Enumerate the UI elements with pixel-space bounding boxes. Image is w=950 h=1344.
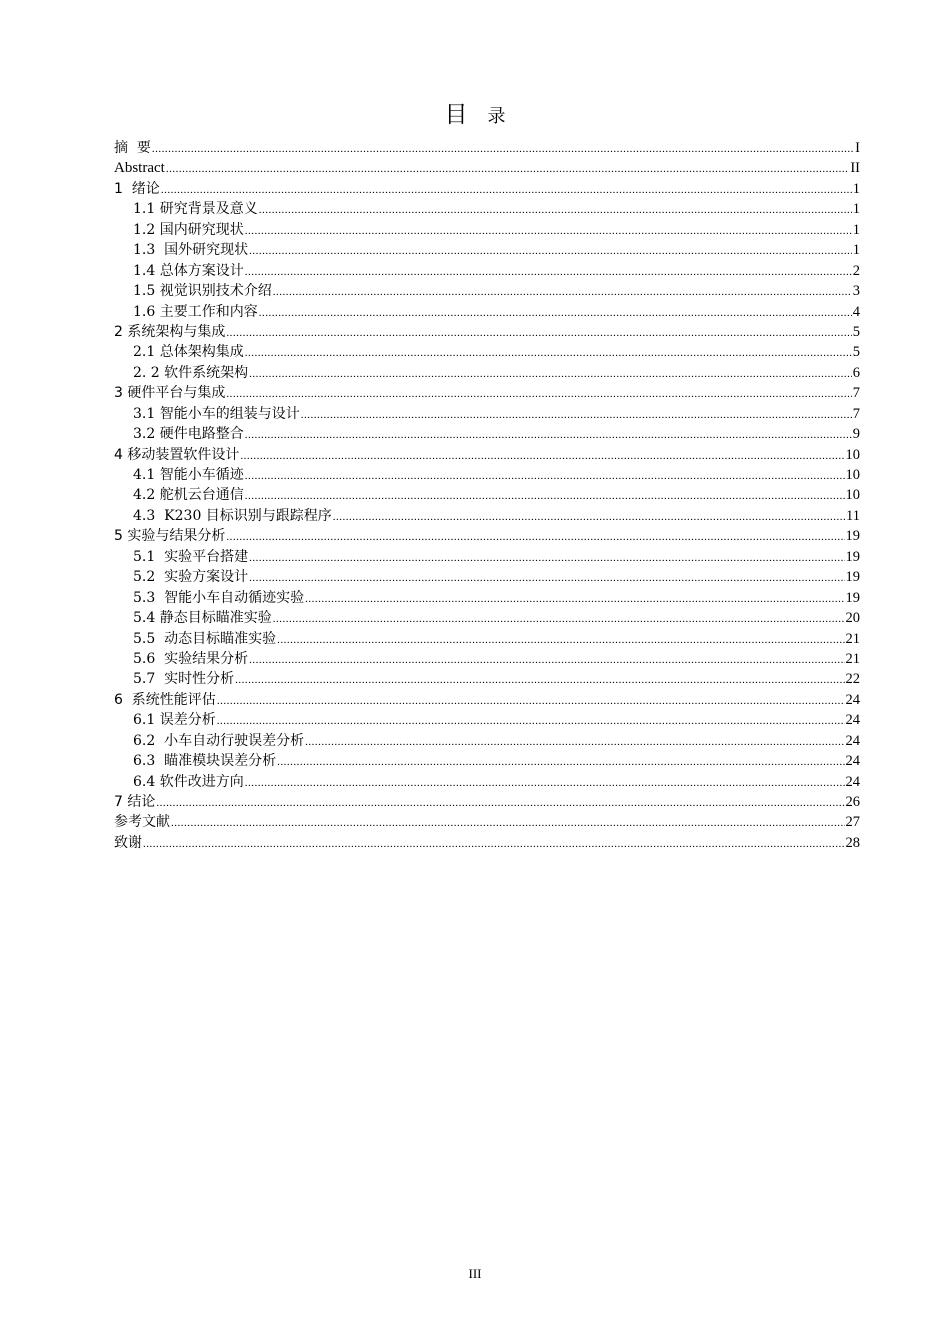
toc-entry-label: 4.1 智能小车循迹 [133,467,244,483]
toc-entry-label: 4.3 K230 目标识别与跟踪程序 [133,507,332,524]
toc-entry-page: 3 [852,283,860,300]
toc-entry[interactable] [114,424,860,444]
toc-entry[interactable] [114,445,860,465]
toc-entry-page: 9 [852,426,860,443]
toc-entry-label: 1.1 研究背景及意义 [133,201,258,218]
toc-leader-dots [245,221,852,240]
toc-entry-label: 5.1 实验平台搭建 [133,548,249,565]
toc-entry-page: 11 [846,507,860,524]
toc-entry[interactable] [114,179,860,199]
toc-entry-label: 5.6 实验结果分析 [133,650,249,667]
toc-entry-label: 5.7 实时性分析 [133,671,235,688]
toc-entry-label: 6.2 小车自动行驶误差分析 [133,732,305,749]
toc-entry-label: 4 移动装置软件设计 [114,446,240,463]
toc-entry-label: 3 硬件平台与集成 [114,385,226,402]
toc-leader-dots [249,650,844,669]
table-of-contents [114,138,860,853]
toc-title-char-1: 目 [444,102,468,128]
toc-entry-page: 20 [845,610,860,627]
toc-entry-label: Abstract [114,160,165,177]
toc-entry-label: 1 绪论 [114,180,160,197]
toc-leader-dots [305,589,844,608]
toc-leader-dots [273,282,852,301]
toc-entry[interactable] [114,322,860,342]
toc-entry-label: 5.5 动态目标瞄准实验 [133,630,277,647]
toc-entry[interactable] [114,547,860,567]
page-number: III [468,1266,482,1281]
toc-entry-label: 6.1 误差分析 [133,712,216,729]
toc-entry[interactable] [114,138,860,158]
toc-entry-page: 21 [845,630,860,647]
toc-entry-label: 致谢 [114,834,142,851]
toc-entry[interactable] [114,220,860,240]
toc-leader-dots [245,425,852,444]
toc-entry-label: 3.2 硬件电路整合 [133,426,244,443]
toc-leader-dots [226,527,844,546]
toc-entry-page: 1 [852,221,860,238]
toc-leader-dots [217,711,845,730]
toc-entry-page: 24 [845,691,860,708]
toc-leader-dots [245,773,845,792]
toc-entry-page: 6 [852,364,860,381]
toc-leader-dots [152,139,854,158]
toc-leader-dots [217,691,845,710]
toc-entry[interactable] [114,608,860,628]
toc-entry-page: 24 [845,712,860,729]
toc-entry[interactable] [114,669,860,689]
toc-entry[interactable] [114,649,860,669]
toc-leader-dots [235,670,844,689]
toc-title-char-2: 录 [487,106,506,127]
toc-leader-dots [259,200,852,219]
toc-entry[interactable] [114,567,860,587]
toc-leader-dots [166,159,850,178]
toc-entry-page: 22 [845,671,860,688]
toc-entry[interactable] [114,158,860,178]
toc-entry-page: 21 [845,650,860,667]
toc-entry-page: 19 [845,528,860,545]
toc-entry-page: 27 [845,814,860,831]
toc-entry-page: 5 [852,323,860,340]
toc-entry[interactable] [114,342,860,362]
toc-entry-label: 6.3 瞄准模块误差分析 [133,753,277,770]
toc-entry-page: I [855,140,860,156]
toc-leader-dots [249,548,844,567]
toc-entry-page: 1 [852,180,860,197]
toc-leader-dots [273,609,845,628]
toc-entry[interactable] [114,506,860,526]
toc-entry-label: 5.2 实验方案设计 [133,569,249,586]
toc-entry-page: 28 [845,834,860,851]
toc-leader-dots [245,486,845,505]
toc-leader-dots [259,303,852,322]
toc-entry-label: 2 系统架构与集成 [114,323,226,340]
toc-entry-page: 2 [852,262,860,279]
toc-entry[interactable] [114,812,860,832]
toc-leader-dots [249,241,852,260]
toc-entry-label: 1.6 主要工作和内容 [133,303,258,320]
toc-entry[interactable] [114,261,860,281]
toc-entry-label: 7 结论 [114,794,156,810]
toc-entry-label: 参考文献 [114,814,170,831]
toc-entry-label: 5.4 静态目标瞄准实验 [133,610,272,627]
toc-entry-label: 摘 要 [114,140,151,156]
toc-entry-page: 5 [852,344,860,361]
toc-entry-page: 24 [845,773,860,790]
toc-leader-dots [277,752,844,771]
toc-entry-label: 6 系统性能评估 [114,691,216,708]
toc-entry-label: 5 实验与结果分析 [114,528,226,545]
toc-entry[interactable] [114,792,860,812]
toc-entry[interactable] [114,833,860,853]
toc-leader-dots [277,630,844,649]
toc-leader-dots [305,732,844,751]
toc-entry[interactable] [114,751,860,771]
toc-entry-label: 2.1 总体架构集成 [133,344,244,361]
toc-entry-label: 1.2 国内研究现状 [133,221,244,238]
toc-entry-label: 1.3 国外研究现状 [133,242,249,259]
toc-entry[interactable] [114,588,860,608]
toc-entry-page: 10 [845,487,860,504]
toc-entry[interactable] [114,526,860,546]
toc-leader-dots [156,793,844,812]
toc-leader-dots [301,405,852,424]
toc-entry[interactable] [114,690,860,710]
toc-entry-label: 4.2 舵机云台通信 [133,487,244,504]
toc-entry-label: 1.5 视觉识别技术介绍 [133,283,272,300]
toc-entry[interactable] [114,731,860,751]
toc-entry[interactable] [114,199,860,219]
toc-entry[interactable] [114,485,860,505]
toc-entry[interactable] [114,629,860,649]
toc-leader-dots [245,262,852,281]
toc-entry-page: 7 [852,385,860,402]
toc-leader-dots [249,364,852,383]
toc-leader-dots [245,466,845,485]
toc-entry-page: 1 [852,242,860,259]
toc-leader-dots [245,343,852,362]
toc-entry-label: 6.4 软件改进方向 [133,773,244,790]
toc-entry-page: 19 [845,569,860,586]
toc-entry[interactable] [114,383,860,403]
toc-leader-dots [161,180,852,199]
toc-entry-page: 19 [845,589,860,606]
toc-entry[interactable] [114,240,860,260]
toc-entry[interactable] [114,281,860,301]
toc-entry-label: 5.3 智能小车自动循迹实验 [133,589,305,606]
toc-entry-page: 24 [845,753,860,770]
toc-entry-page: 1 [852,201,860,218]
toc-entry[interactable] [114,404,860,424]
toc-entry[interactable] [114,465,860,485]
toc-entry-page: 7 [852,405,860,422]
toc-entry-page: 10 [845,467,860,483]
toc-entry-label: 1.4 总体方案设计 [133,262,244,279]
toc-entry[interactable] [114,772,860,792]
toc-title [0,100,950,132]
toc-entry-page: 10 [845,446,860,463]
toc-leader-dots [143,834,845,853]
toc-leader-dots [333,507,845,526]
toc-entry-page: 24 [845,732,860,749]
toc-entry-label: 3.1 智能小车的组装与设计 [133,405,300,422]
toc-entry-label: 2. 2 软件系统架构 [133,364,249,381]
toc-entry-page: 26 [845,794,860,810]
toc-entry-page: II [850,160,860,177]
toc-entry-page: 4 [852,303,860,320]
toc-leader-dots [249,568,844,587]
toc-entry[interactable] [114,302,860,322]
toc-leader-dots [240,446,844,465]
toc-leader-dots [226,384,851,403]
toc-entry-page: 19 [845,548,860,565]
toc-leader-dots [226,323,851,342]
toc-entry[interactable] [114,710,860,730]
toc-entry[interactable] [114,363,860,383]
toc-leader-dots [171,813,845,832]
